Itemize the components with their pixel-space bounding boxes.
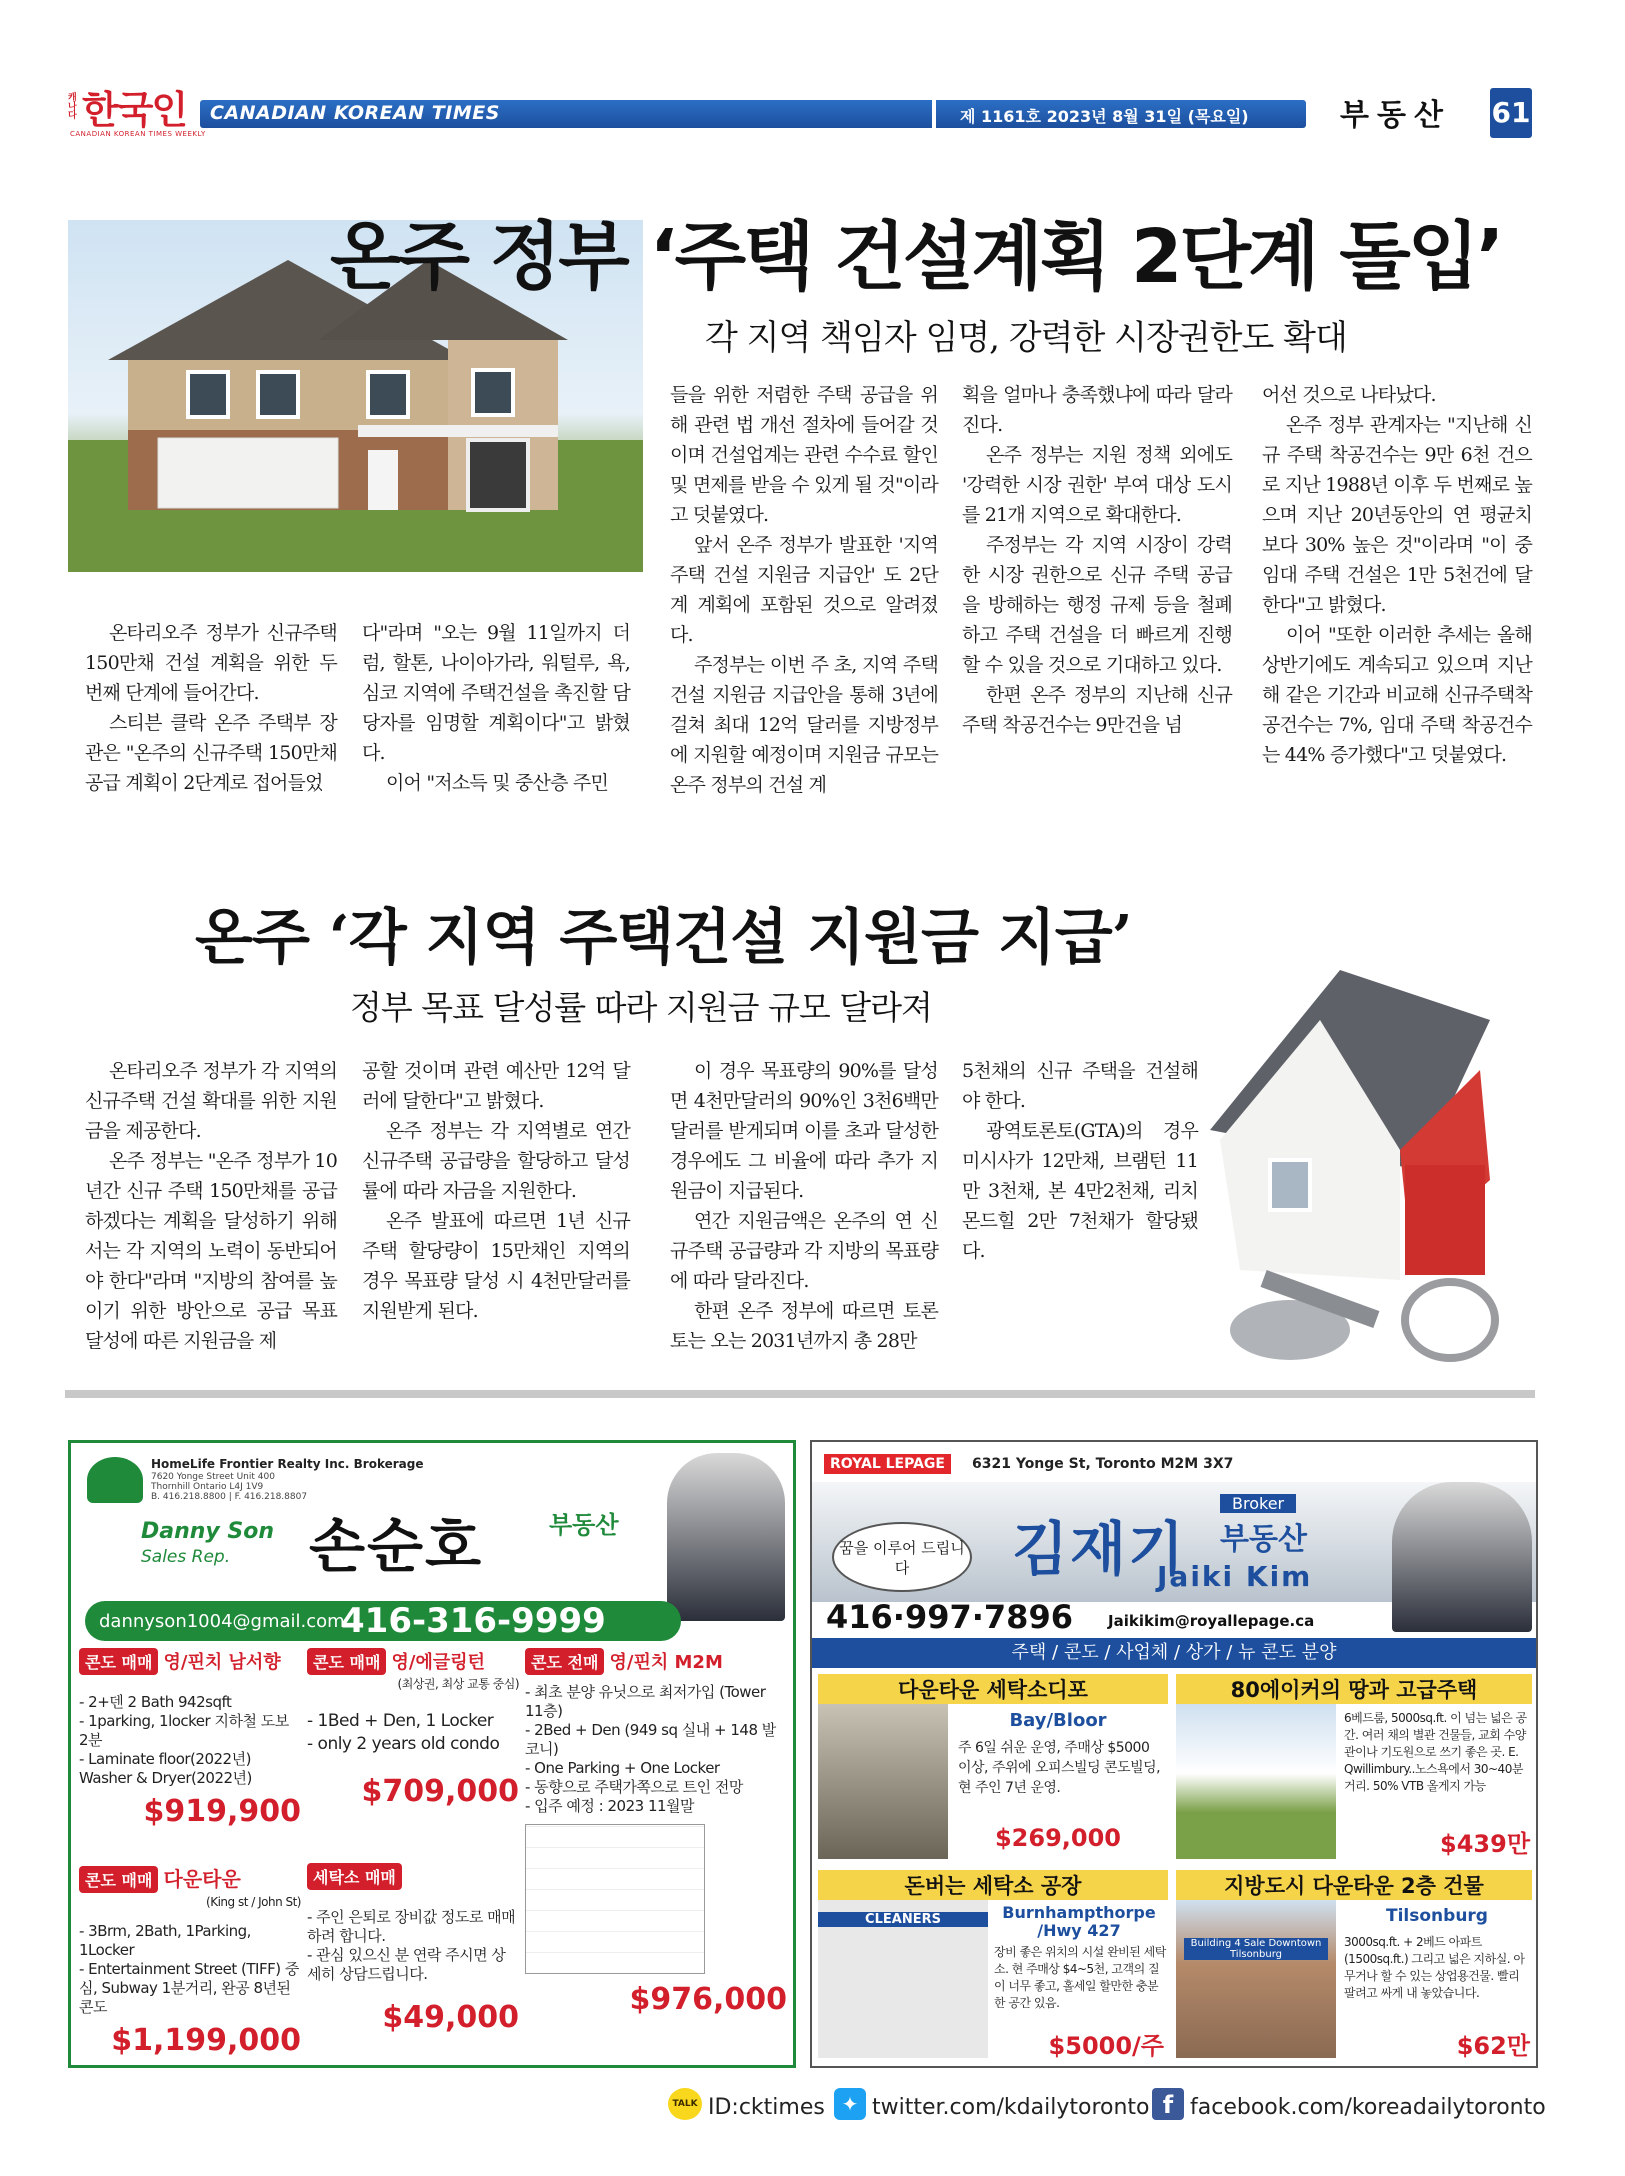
- paragraph: 획을 얼마나 충족했냐에 따라 달라진다.: [962, 384, 1232, 436]
- agent-email[interactable]: dannyson1004@gmail.com: [99, 1611, 345, 1632]
- paragraph: 이어 "저소득 및 중산층 주민: [386, 772, 608, 794]
- listing-panel[interactable]: [1176, 1674, 1532, 1864]
- listing-price: $976,000: [629, 1982, 787, 2017]
- panel-price: $5000/주: [1048, 2032, 1164, 2060]
- ad-danny-son[interactable]: [68, 1440, 796, 2068]
- paragraph: 연간 지원금액은 온주의 연 신규주택 공급량과 각 지방의 목표량에 따라 달라진다.: [670, 1210, 938, 1292]
- listing-card[interactable]: [525, 1648, 787, 2058]
- paragraph: 온주 정부는 각 지역별로 연간 신규주택 공급량을 할당하고 달성률에 따라 자금을 지원한다.: [362, 1120, 630, 1202]
- office-address: 6321 Yonge St, Toronto M2M 3X7: [972, 1456, 1234, 1472]
- homelife-logo-icon: [87, 1457, 143, 1503]
- article2-subheadline: 정부 목표 달성률 따라 지원금 규모 달라져: [350, 988, 932, 1027]
- building-photo: [1176, 1900, 1336, 2058]
- panel-header: 80에이커의 땅과 고급주택: [1176, 1674, 1532, 1704]
- brokerage-city: Thornhill Ontario L4J 1V9: [151, 1482, 264, 1492]
- panel-header: 돈버는 세탁소 공장: [818, 1870, 1168, 1900]
- listing-note: (King st / John St): [206, 1895, 301, 1909]
- listing-detail: - Entertainment Street (TIFF) 중심, Subway 1분거리, 완공 8년된 콘도: [79, 1960, 299, 2016]
- red-house-key-illustration: [1200, 950, 1540, 1380]
- listing-card[interactable]: [79, 1648, 301, 1858]
- listing-tag: 콘도 매매: [307, 1648, 386, 1675]
- kakao-icon: TALK: [668, 2088, 702, 2120]
- section-title: 부동산: [1340, 98, 1451, 133]
- article2-column-1: [85, 1056, 337, 1356]
- paragraph: 이어 "또한 이러한 추세는 올해 상반기에도 계속되고 있으며 지난해 같은 기간과 비교해 신규주택착공건수는 7%, 임대 주택 착공건수는 44% 증가했다"고 덧붙였다.: [1262, 624, 1532, 766]
- facebook-icon: f: [1152, 2088, 1184, 2120]
- panel-price: $269,000: [994, 1824, 1121, 1852]
- listing-price: $709,000: [361, 1774, 519, 1809]
- listing-detail: - 동향으로 주택가쪽으로 트인 전망: [525, 1778, 743, 1796]
- brokerage-address: 7620 Yonge Street Unit 400: [151, 1472, 275, 1482]
- paragraph: 광역토론토(GTA)의 경우 미시사가 12만채, 브램턴 11만 3천채, 본 4만2천채, 리치몬드힐 2만 7천채가 할당됐다.: [962, 1120, 1198, 1262]
- listing-detail: - 주인 은퇴로 장비값 정도로 매매하려 합니다.: [307, 1908, 516, 1945]
- paragraph: 스티븐 클락 온주 주택부 장관은 "온주의 신규주택 150만채 공급 계획이 2단계로 접어들었: [85, 712, 337, 794]
- paragraph: 온주 정부는 "온주 정부가 10년간 신규 주택 150만채를 공급하겠다는 계획을 달성하기 위해서는 각 지역의 노력이 동반되어야 한다"라며 "지방의 참여를 높이기 위한 방안으로 공급 목표 달성에 따른 지원금을 제: [85, 1150, 337, 1352]
- brokerage-name: HomeLife Frontier Realty Inc. Brokerage: [151, 1457, 424, 1471]
- panel-price: $62만: [1456, 2032, 1530, 2060]
- twitter-icon: ✦: [834, 2088, 866, 2120]
- factory-photo: [818, 1900, 988, 2058]
- listing-detail: - Laminate floor(2022년) Washer & Dryer(2022년): [79, 1750, 252, 1787]
- listing-panel[interactable]: [818, 1674, 1168, 1864]
- listing-note: (최상권, 최상 교통 중심): [397, 1677, 519, 1691]
- listing-detail: - 2Bed + Den (949 sq 실내 + 148 발코니): [525, 1721, 776, 1758]
- page-number: 61: [1490, 88, 1532, 138]
- agent-tag: 부동산: [1220, 1522, 1307, 1557]
- agent-photo: [667, 1453, 785, 1621]
- article1-column-3: [670, 380, 938, 800]
- listing-detail: - 최초 분양 유닛으로 최저가입 (Tower 11층): [525, 1683, 766, 1720]
- panel-location: Burnhampthorpe /Hwy 427: [1002, 1903, 1156, 1940]
- floor-plan-image: [525, 1824, 705, 1974]
- listing-title: 영/핀치 남서향: [163, 1652, 281, 1673]
- agent-title: Sales Rep.: [141, 1547, 231, 1567]
- paragraph: 들을 위한 저렴한 주택 공급을 위해 관련 법 개선 절차에 들어갈 것이며 건설업계는 관련 수수료 할인 및 면제를 받을 수 있게 될 것"이라고 덧붙였다.: [670, 384, 938, 526]
- listing-tag: 콘도 전매: [525, 1648, 604, 1675]
- issue-info: 제 1161호 2023년 8월 31일 (목요일): [960, 107, 1249, 126]
- article1-column-5: [1262, 380, 1532, 770]
- cleaners-sign: CLEANERS: [818, 1912, 988, 1927]
- royal-lepage-logo: ROYAL LEPAGE: [824, 1454, 951, 1474]
- panel-location: Tilsonburg: [1386, 1906, 1488, 1926]
- paragraph: 온주 정부는 지원 정책 외에도 '강력한 시장 권한' 부여 대상 도시를 21개 지역으로 확대한다.: [962, 444, 1232, 526]
- building-sign: Building 4 Sale Downtown Tilsonburg: [1184, 1938, 1328, 1960]
- paragraph: 온주 정부 관계자는 "지난해 신규 주택 착공건수는 9만 6천 건으로 지난 1988년 이후 두 번째로 높으며 지난 20년동안의 연 평균치보다 30% 높은 것"이라며 "이 중 임대 주택 건설은 1만 5천건에 달한다"고 밝혔다.: [1262, 414, 1532, 616]
- paragraph: 한편 온주 정부에 따르면 토론토는 오는 2031년까지 총 28만: [670, 1300, 938, 1352]
- listing-card[interactable]: [79, 1863, 301, 2063]
- agent-title: Broker: [1220, 1494, 1296, 1513]
- article1-headline: 온주 정부 ‘주택 건설계획 2단계 돌입’: [330, 214, 1502, 300]
- agent-email[interactable]: Jaikikim@royallepage.ca: [1108, 1612, 1315, 1630]
- agent-english-name: Jaiki Kim: [1157, 1560, 1313, 1593]
- article2-headline: 온주 ‘각 지역 주택건설 지원금 지급’: [195, 903, 1132, 973]
- listing-detail: - only 2 years old condo: [307, 1734, 500, 1754]
- listing-title: 다운타운: [163, 1867, 241, 1891]
- estate-photo: [1176, 1704, 1336, 1859]
- listing-panel[interactable]: [818, 1870, 1168, 2062]
- listing-detail: - 3Brm, 2Bath, 1Parking, 1Locker: [79, 1922, 251, 1959]
- laundry-photo: [818, 1704, 948, 1859]
- listing-detail: - 관심 있으신 분 연락 주시면 상세히 상담드립니다.: [307, 1946, 506, 1983]
- article1-column-1: [85, 618, 337, 798]
- article2-column-2: [362, 1056, 630, 1326]
- brokerage-phones: B. 416.218.8800 | F. 416.218.8807: [151, 1492, 308, 1502]
- listing-tag: 콘도 매매: [79, 1866, 158, 1893]
- paragraph: 이 경우 목표량의 90%를 달성면 4천만달러의 90%인 3천6백만달러를 받게되며 이를 초과 달성한 경우에도 그 비율에 따라 추가 지원금이 지급된다.: [670, 1060, 938, 1202]
- agent-tag: 부동산: [549, 1511, 619, 1539]
- panel-text: 주 6일 쉬운 운영, 주매상 $5000 이상, 주위에 오피스빌딩 콘도빌딩, 현 주인 7년 운영.: [958, 1740, 1161, 1796]
- paragraph: 앞서 온주 정부가 발표한 '지역 주택 건설 지원금 지급안' 도 2단계 계획에 포함된 것으로 알려졌다.: [670, 534, 938, 646]
- facebook-link[interactable]: facebook.com/koreadailytoronto: [1190, 2095, 1546, 2120]
- listing-detail: - 입주 예정 : 2023 11월말: [525, 1797, 695, 1815]
- agent-english-name: Danny Son: [141, 1519, 275, 1544]
- section-divider: [65, 1390, 1535, 1398]
- article1-subheadline: 각 지역 책임자 임명, 강력한 시장권한도 확대: [705, 318, 1347, 358]
- listing-price: $1,199,000: [111, 2023, 301, 2058]
- agent-korean-name: 손순호: [309, 1512, 484, 1580]
- paragraph: 5천채의 신규 주택을 건설해야 한다.: [962, 1060, 1198, 1112]
- paper-name: CANADIAN KOREAN TIMES: [210, 102, 500, 124]
- slogan-bubble: 꿈을 이루어 드립니다: [832, 1522, 972, 1592]
- paragraph: 온타리오주 정부가 신규주택 150만채 건설 계획을 위한 두 번째 단계에 들어간다.: [85, 622, 337, 704]
- agent-photo: [1392, 1482, 1532, 1632]
- panel-header: 다운타운 세탁소디포: [818, 1674, 1168, 1704]
- agent-korean-name: 김재기: [1012, 1515, 1187, 1583]
- logo-side-text: 캐나다: [68, 93, 77, 121]
- listing-title: 영/에글링턴: [391, 1652, 486, 1673]
- listing-price: $49,000: [382, 2000, 519, 2035]
- article2-column-3: [670, 1056, 938, 1356]
- listing-price: $919,900: [143, 1794, 301, 1829]
- logo-main-text: 한국인: [82, 88, 187, 132]
- listing-detail: - 1parking, 1locker 지하철 도보 2분: [79, 1712, 289, 1749]
- paragraph: 온타리오주 정부가 각 지역의 신규주택 건설 확대를 위한 지원금을 제공한다.: [85, 1060, 337, 1142]
- panel-text: 6베드룸, 5000sq.ft. 이 넘는 넓은 공간. 여러 채의 별관 건물들, 교회 수양관이나 기도원으로 쓰기 좋은 곳. E. Qwillimbury..노스욕에서 30~40분 거리. 50% VTB 올게지 가능: [1344, 1711, 1527, 1793]
- kakao-id[interactable]: ID:cktimes: [708, 2095, 825, 2120]
- paragraph: 주정부는 각 지역 시장이 강력한 시장 권한으로 신규 주택 공급을 방해하는 행정 규제 등을 철폐하고 주택 건설을 더 빠르게 진행할 수 있을 것으로 기대하고 있다.: [962, 534, 1232, 676]
- panel-text: 3000sq.ft. + 2베드 아파트 (1500sq.ft.) 그리고 넓은 지하실. 아무거나 할 수 있는 상업용건물. 빨리 팔려고 싸게 내 놓았습니다.: [1344, 1935, 1525, 2000]
- listing-panel[interactable]: [1176, 1870, 1532, 2062]
- agent-phone[interactable]: 416·997·7896: [826, 1598, 1073, 1636]
- paragraph: 어선 것으로 나타났다.: [1262, 384, 1436, 406]
- paragraph: 주정부는 이번 주 초, 지역 주택건설 지원금 지급안을 통해 3년에 걸쳐 최대 12억 달러를 지방정부에 지원할 예정이며 지원금 규모는 온주 정부의 건설 계: [670, 654, 938, 796]
- twitter-link[interactable]: twitter.com/kdailytoronto: [872, 2095, 1150, 2120]
- article1-column-4: [962, 380, 1232, 740]
- article1-column-2: [362, 618, 630, 798]
- listing-detail: - 2+덴 2 Bath 942sqft: [79, 1693, 232, 1711]
- listing-tag: 세탁소 매매: [307, 1863, 402, 1890]
- paragraph: 한편 온주 정부의 지난해 신규 주택 착공건수는 9만건을 넘: [962, 684, 1232, 736]
- listing-detail: - 1Bed + Den, 1 Locker: [307, 1711, 494, 1731]
- article2-column-4: [962, 1056, 1198, 1266]
- agent-phone[interactable]: 416-316-9999: [341, 1601, 606, 1641]
- listing-title: 영/핀치 M2M: [609, 1652, 723, 1673]
- services-bar: 주택 / 콘도 / 사업체 / 상가 / 뉴 콘도 분양: [812, 1638, 1536, 1668]
- panel-price: $439만: [1440, 1830, 1530, 1858]
- panel-header: 지방도시 다운타운 2층 건물: [1176, 1870, 1532, 1900]
- newspaper-logo: [68, 88, 206, 142]
- panel-text: 장비 좋은 위치의 시설 완비된 세탁소. 현 주매상 $4~5천, 고객의 질이 너무 좋고, 홀세일 할만한 충분한 공간 있음.: [994, 1945, 1166, 2010]
- logo-subtitle: CANADIAN KOREAN TIMES WEEKLY: [70, 130, 206, 138]
- paragraph: 공할 것이며 관련 예산만 12억 달러에 달한다"고 밝혔다.: [362, 1060, 630, 1112]
- paragraph: 온주 발표에 따르면 1년 신규 주택 할당량이 15만채인 지역의 경우 목표량 달성 시 4천만달러를 지원받게 된다.: [362, 1210, 630, 1322]
- house-key-photo: [1200, 950, 1540, 1380]
- listing-card[interactable]: [307, 1863, 519, 2063]
- panel-location: Bay/Bloor: [1009, 1710, 1107, 1731]
- header-separator: [932, 100, 936, 128]
- listing-card[interactable]: [307, 1648, 519, 1858]
- listing-tag: 콘도 매매: [79, 1648, 158, 1675]
- listing-detail: - One Parking + One Locker: [525, 1759, 720, 1777]
- paragraph: 다"라며 "오는 9월 11일까지 더럼, 할톤, 나이아가라, 워털루, 욕, 심코 지역에 주택건설을 촉진할 담당자를 임명할 계획이다"고 밝혔다.: [362, 622, 630, 764]
- ad-jaiki-kim[interactable]: [810, 1440, 1538, 2068]
